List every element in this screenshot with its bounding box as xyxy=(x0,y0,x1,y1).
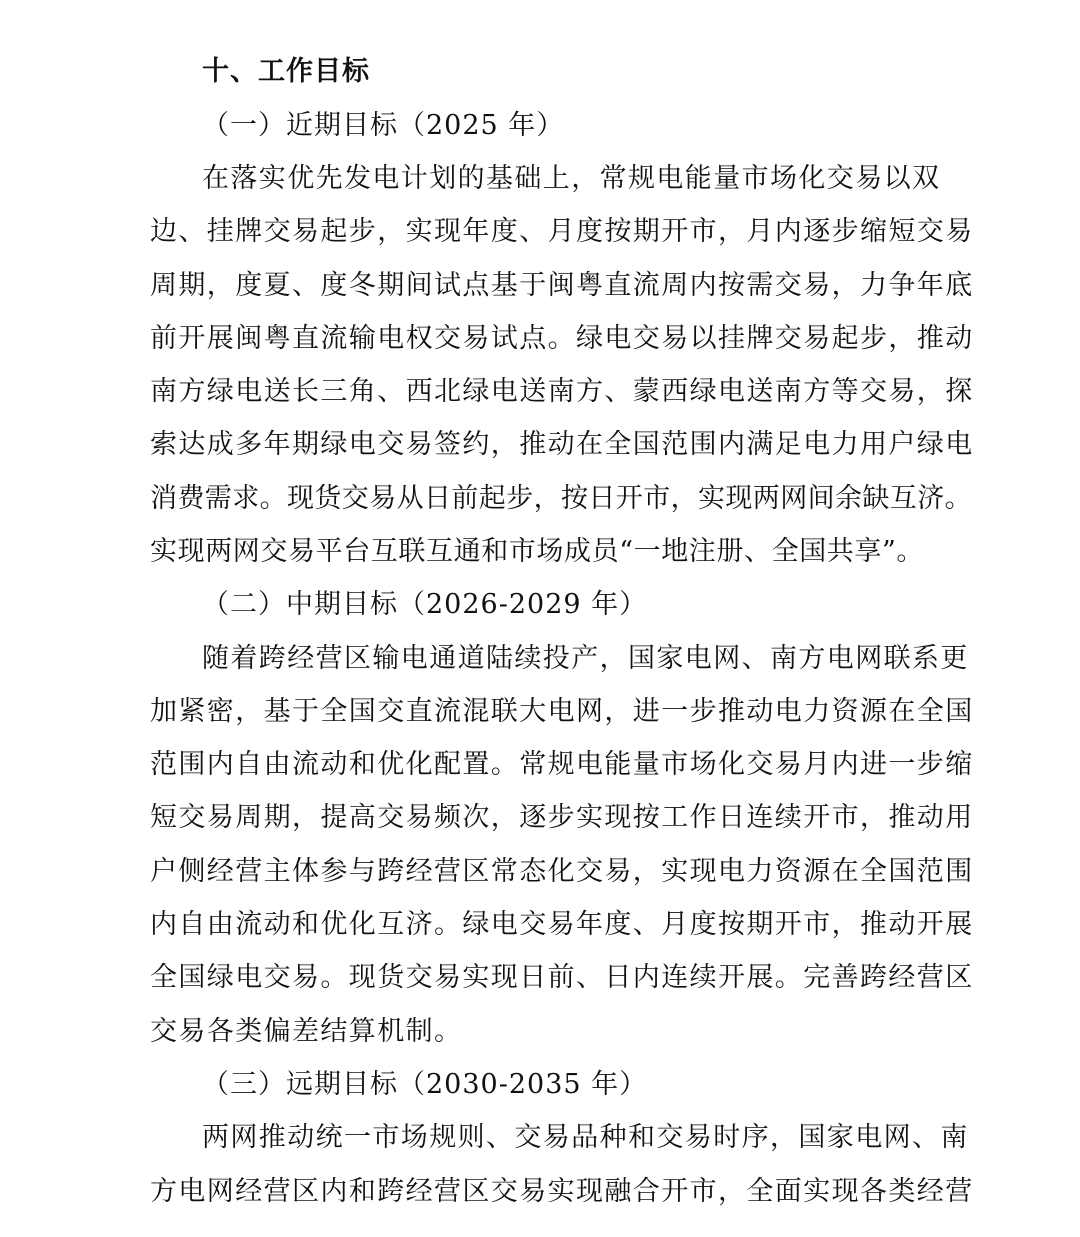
near-term-line-1: 在落实优先发电计划的基础上，常规电能量市场化交易以双 xyxy=(202,163,941,194)
mid-term-title: （二）中期目标（2026-2029 年） xyxy=(202,589,648,620)
long-term-line-2: 方电网经营区内和跨经营区交易实现融合开市，全面实现各类经营 xyxy=(150,1176,974,1207)
mid-term-line-3: 范围内自由流动和优化配置。常规电能量市场化交易月内进一步缩 xyxy=(150,749,974,780)
long-term-title: （三）远期目标（2030-2035 年） xyxy=(202,1069,648,1100)
near-term-line-2: 边、挂牌交易起步，实现年度、月度按期开市，月内逐步缩短交易 xyxy=(150,216,974,247)
mid-term-line-2: 加紧密，基于全国交直流混联大电网，进一步推动电力资源在全国 xyxy=(150,696,974,727)
section-heading: 十、工作目标 xyxy=(202,56,370,87)
near-term-line-3: 周期，度夏、度冬期间试点基于闽粤直流周内按需交易，力争年底 xyxy=(150,270,974,301)
near-term-line-8: 实现两网交易平台互联互通和市场成员“一地注册、全国共享”。 xyxy=(150,536,925,567)
mid-term-line-8: 交易各类偏差结算机制。 xyxy=(150,1016,463,1047)
mid-term-line-1: 随着跨经营区输电通道陆续投产，国家电网、南方电网联系更 xyxy=(202,643,969,674)
long-term-line-1: 两网推动统一市场规则、交易品种和交易时序，国家电网、南 xyxy=(202,1122,969,1153)
mid-term-line-4: 短交易周期，提高交易频次，逐步实现按工作日连续开市，推动用 xyxy=(150,802,974,833)
mid-term-line-6: 内自由流动和优化互济。绿电交易年度、月度按期开市，推动开展 xyxy=(150,909,974,940)
near-term-line-7: 消费需求。现货交易从日前起步，按日开市，实现两网间余缺互济。 xyxy=(150,483,972,514)
mid-term-line-7: 全国绿电交易。现货交易实现日前、日内连续开展。完善跨经营区 xyxy=(150,962,974,993)
near-term-line-5: 南方绿电送长三角、西北绿电送南方、蒙西绿电送南方等交易，探 xyxy=(150,376,974,407)
near-term-line-6: 索达成多年期绿电交易签约，推动在全国范围内满足电力用户绿电 xyxy=(150,429,974,460)
near-term-title: （一）近期目标（2025 年） xyxy=(202,110,565,141)
near-term-line-4: 前开展闽粤直流输电权交易试点。绿电交易以挂牌交易起步，推动 xyxy=(150,323,974,354)
mid-term-line-5: 户侧经营主体参与跨经营区常态化交易，实现电力资源在全国范围 xyxy=(150,856,974,887)
